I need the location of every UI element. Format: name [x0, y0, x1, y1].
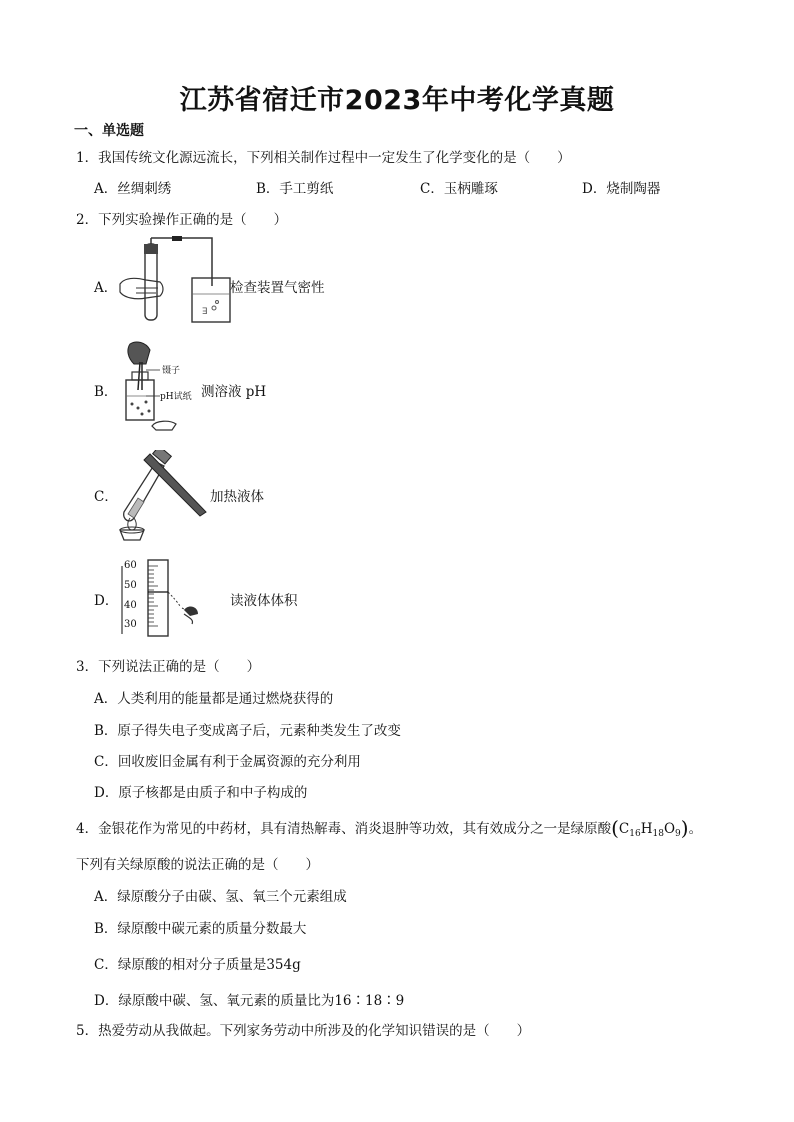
q1-option-b: B．手工剪纸 — [256, 181, 334, 197]
question-4-line2: 下列有关绿原酸的说法正确的是（ ） — [76, 857, 319, 873]
q3-option-c: C．回收废旧金属有利于金属资源的充分利用 — [94, 754, 361, 770]
question-1 — [76, 146, 571, 166]
question-4: 4．金银花作为常见的中药材，具有清热解毒、消炎退肿等功效，其有效成分之一是绿原酸$(C_{16}H_{18}O_9)$。 — [76, 816, 703, 840]
question-text: 金银花作为常见的中药材，具有清热解毒、消炎退肿等功效，其有效成分之一是绿原酸 — [98, 821, 612, 837]
question-text: 下列说法正确的是（ ） — [98, 659, 261, 675]
heating-liquid-figure — [116, 450, 214, 542]
q3-option-b: B．原子得失电子变成离子后，元素种类发生了改变 — [94, 723, 401, 739]
q2-option-d-letter: D． — [94, 593, 119, 609]
q4-option-d: D．绿原酸中碳、氢、氧元素的质量比为16∶18∶9 — [94, 993, 405, 1009]
question-text: 热爱劳动从我做起。下列家务劳动中所涉及的化学知识错误的是（ ） — [98, 1023, 531, 1039]
q3-option-d: D．原子核都是由质子和中子构成的 — [94, 785, 308, 801]
q2-option-c-letter: C． — [94, 489, 118, 505]
q2-option-c-caption: 加热液体 — [210, 489, 264, 505]
page-title: 江苏省宿迁市2023年中考化学真题 — [179, 85, 615, 116]
question-number: 5． — [76, 1023, 99, 1039]
question-number: 2． — [76, 212, 99, 228]
q2-option-d-caption: 读液体体积 — [230, 593, 298, 609]
scale-40: 40 — [124, 600, 137, 611]
section-heading: 一、单选题 — [74, 123, 144, 139]
q2-option-a-letter: A． — [94, 280, 118, 296]
q2-option-b-caption: 测溶液 pH — [201, 384, 267, 400]
q4-option-a: A．绿原酸分子由碳、氢、氧三个元素组成 — [94, 889, 347, 905]
q2-option-a-caption: 检查装置气密性 — [230, 280, 325, 296]
ph-test-figure — [116, 340, 206, 432]
q4-option-b: B．绿原酸中碳元素的质量分数最大 — [94, 921, 307, 937]
q1-option-c: C．玉柄雕琢 — [420, 181, 498, 197]
question-number: 1． — [76, 150, 99, 166]
question-5 — [76, 1019, 530, 1039]
q2-option-b-letter: B． — [94, 384, 118, 400]
question-text: 下列实验操作正确的是（ ） — [98, 212, 288, 228]
tweezers-label: 镊子 — [162, 366, 181, 376]
airtightness-check-figure — [116, 236, 236, 324]
question-number: 4． — [76, 821, 99, 837]
q1-option-a: A．丝绸刺绣 — [94, 181, 172, 197]
scale-50: 50 — [124, 580, 137, 591]
scale-30: 30 — [124, 619, 137, 630]
scale-60: 60 — [124, 560, 137, 571]
q3-option-a: A．人类利用的能量都是通过燃烧获得的 — [94, 691, 334, 707]
question-number: 3． — [76, 659, 99, 675]
question-text: 我国传统文化源远流长，下列相关制作过程中一定发生了化学变化的是（ ） — [98, 150, 571, 166]
formula: $(C_{16}H_{18}O_9)$ — [611, 816, 689, 840]
q4-option-c: C．绿原酸的相对分子质量是354g — [94, 957, 301, 973]
question-3 — [76, 655, 260, 675]
svg-text:ꓱ: ꓱ — [202, 307, 208, 317]
q1-option-d: D．烧制陶器 — [582, 181, 661, 197]
question-2 — [76, 208, 287, 228]
ph-paper-label: pH试纸 — [160, 392, 192, 402]
